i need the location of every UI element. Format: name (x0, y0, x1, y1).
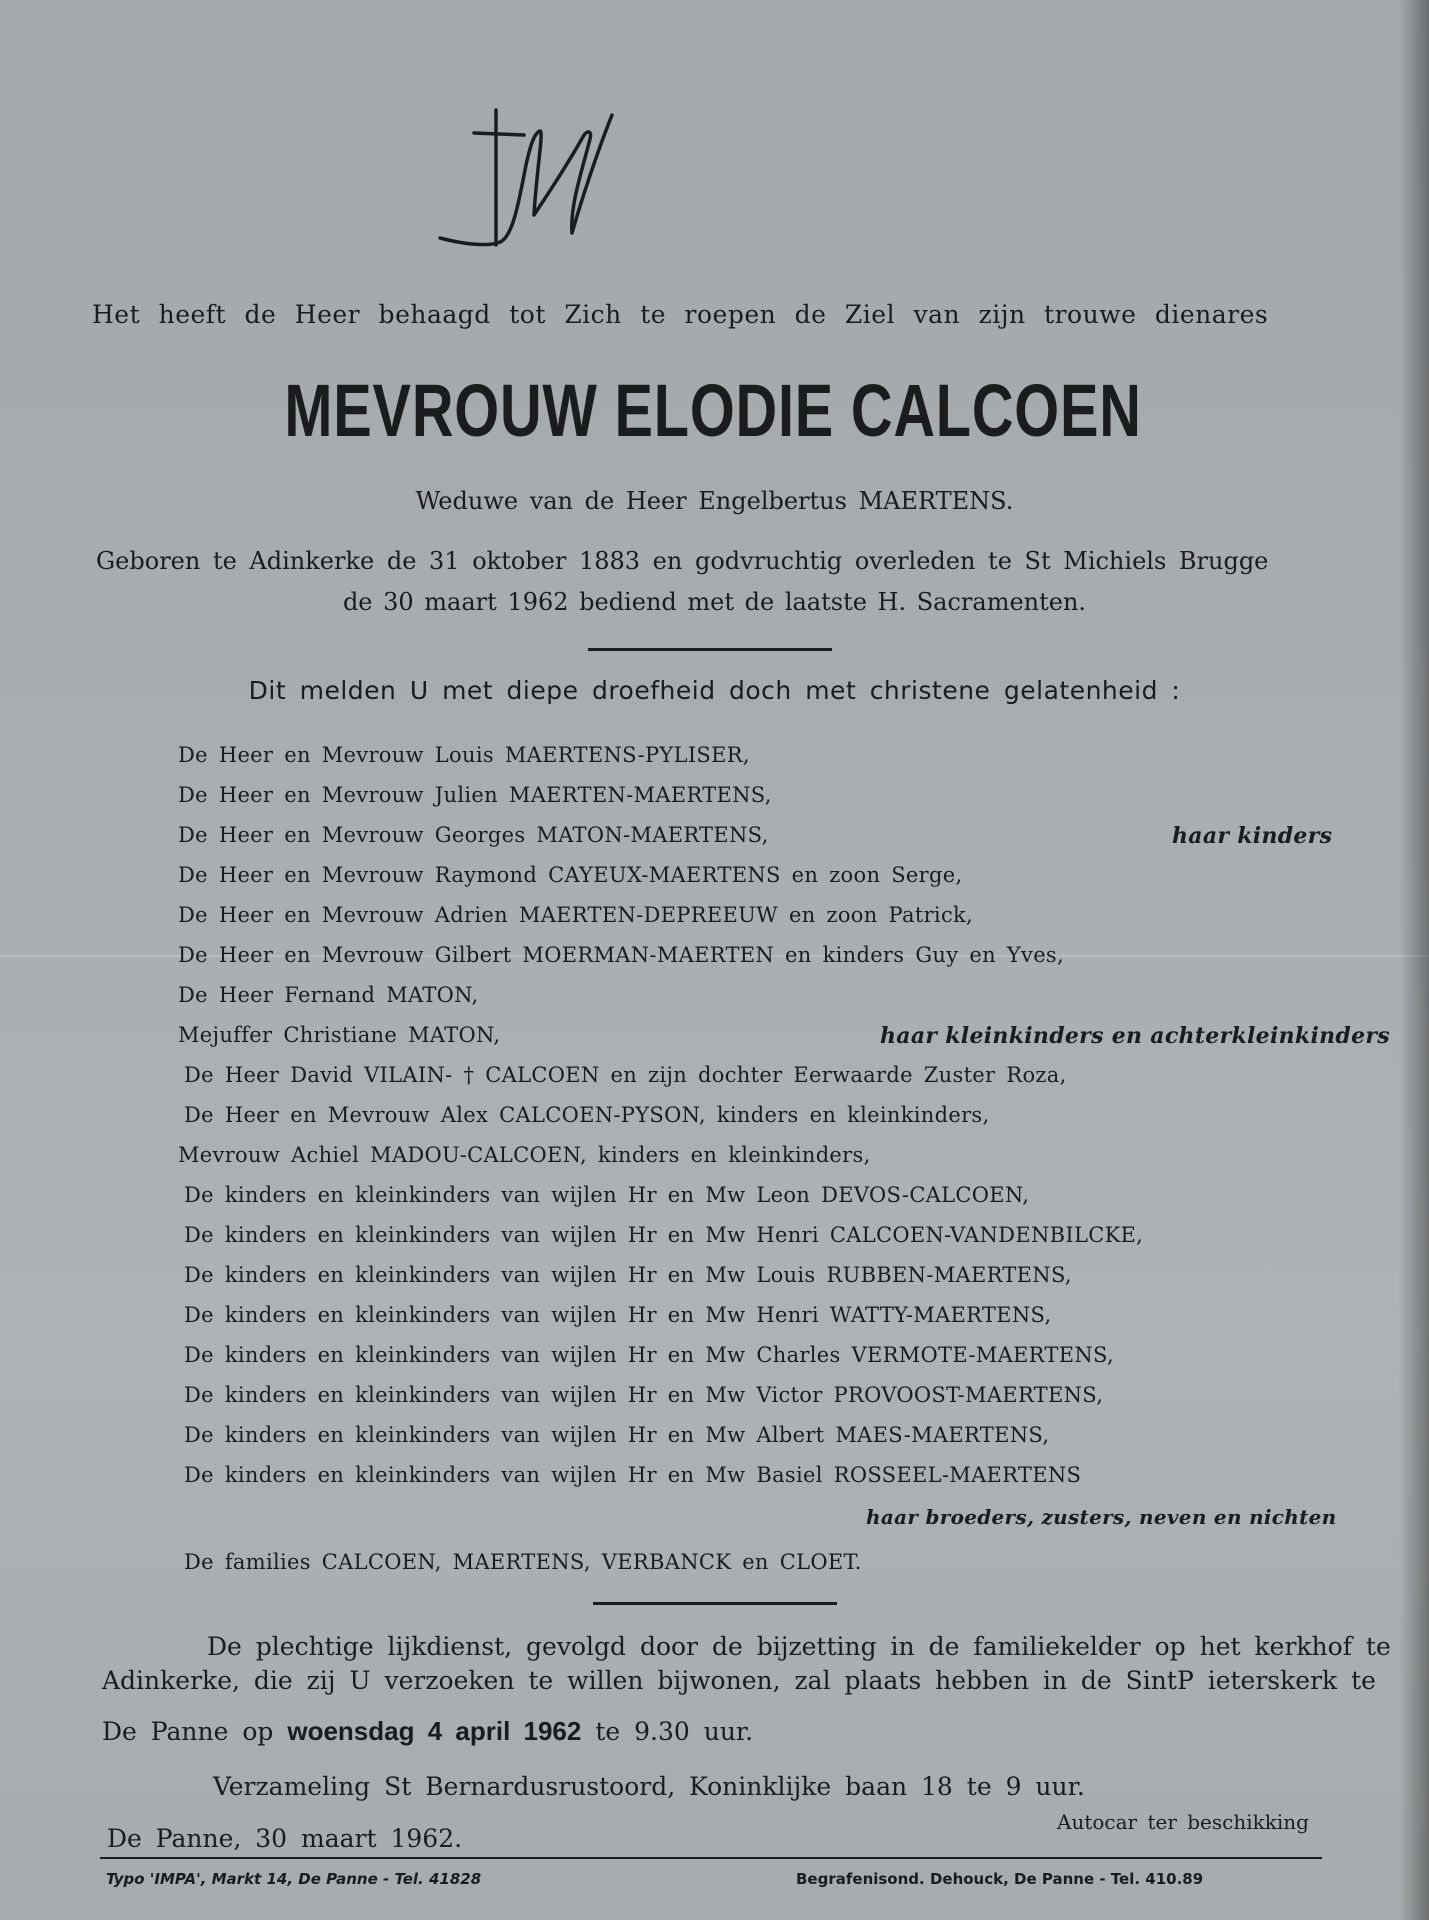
family-line: De Heer Fernand MATON, (178, 983, 479, 1007)
service-date: woensdag 4 april 1962 (287, 1716, 582, 1746)
service-line-3 (102, 1716, 753, 1747)
family-line: Mejuffer Christiane MATON, (178, 1023, 501, 1047)
family-line: De kinders en kleinkinders van wijlen Hr en Mw Victor PROVOOST-MAERTENS, (184, 1383, 1104, 1407)
family-line: De Heer en Mevrouw Julien MAERTEN-MAERTENS, (178, 783, 772, 807)
family-line: De kinders en kleinkinders van wijlen Hr en Mw Charles VERMOTE-MAERTENS, (184, 1343, 1114, 1367)
intro-text: Het heeft de Heer behaagd tot Zich te roepen de Ziel van zijn trouwe dienares (92, 300, 1269, 329)
gathering-line: Verzameling St Bernardusrustoord, Koninklijke baan 18 te 9 uur. (213, 1772, 1085, 1801)
family-line: De Heer en Mevrouw Alex CALCOEN-PYSON, kinders en kleinkinders, (184, 1103, 990, 1127)
birth-death-line-2: de 30 maart 1962 bediend met de laatste H. Sacramenten. (342, 588, 1087, 616)
family-line: De families CALCOEN, MAERTENS, VERBANCK en CLOET. (184, 1550, 862, 1574)
place-date: De Panne, 30 maart 1962. (107, 1824, 463, 1853)
widow-line: Weduwe van de Heer Engelbertus MAERTENS. (415, 487, 1014, 515)
divider-bottom (593, 1602, 837, 1605)
family-line: De Heer en Mevrouw Raymond CAYEUX-MAERTENS en zoon Serge, (178, 863, 963, 887)
family-line: De kinders en kleinkinders van wijlen Hr en Mw Henri CALCOEN-VANDENBILCKE, (184, 1223, 1144, 1247)
family-line: De Heer David VILAIN- † CALCOEN en zijn dochter Eerwaarde Zuster Roza, (184, 1063, 1067, 1087)
family-line: De kinders en kleinkinders van wijlen Hr en Mw Henri WATTY-MAERTENS, (184, 1303, 1052, 1327)
family-line: De Heer en Mevrouw Louis MAERTENS-PYLISER, (178, 743, 750, 767)
undertaker-credit: Begrafenisond. Dehouck, De Panne - Tel. 410.89 (796, 1870, 1204, 1888)
family-line: Mevrouw Achiel MADOU-CALCOEN, kinders en kleinkinders, (178, 1143, 871, 1167)
service-line-3-pre: De Panne op (102, 1717, 274, 1746)
label-grandchildren: haar kleinkinders en achterkleinkinders (880, 1023, 1390, 1049)
family-line: De kinders en kleinkinders van wijlen Hr en Mw Louis RUBBEN-MAERTENS, (184, 1263, 1072, 1287)
deceased-name: MEVROUW ELODIE CALCOEN (284, 369, 1142, 452)
edge-shadow (1399, 0, 1429, 1920)
cross-monogram-icon (436, 105, 636, 260)
birth-death-line-1: Geboren te Adinkerke de 31 oktober 1883 en godvruchtig overleden te St Michiels Brugge (96, 547, 1269, 575)
printer-credit: Typo 'IMPA', Markt 14, De Panne - Tel. 41828 (106, 1870, 482, 1888)
family-line: De Heer en Mevrouw Georges MATON-MAERTENS, (178, 823, 769, 847)
autocar-note: Autocar ter beschikking (1057, 1810, 1309, 1834)
cross-horizontal (474, 133, 524, 135)
label-children: haar kinders (1172, 823, 1333, 849)
footer-rule (100, 1857, 1322, 1859)
label-siblings: haar broeders, zusters, neven en nichten (866, 1505, 1337, 1529)
service-line-2: Adinkerke, die zij U verzoeken te willen bijwonen, zal plaats hebben in de SintP ieterskerk te (102, 1666, 1376, 1695)
family-line: De kinders en kleinkinders van wijlen Hr en Mw Albert MAES-MAERTENS, (184, 1423, 1050, 1447)
announcement-line: Dit melden U met diepe droefheid doch met christene gelatenheid : (248, 676, 1181, 705)
divider-top (588, 648, 832, 651)
monogram-m (440, 115, 612, 245)
family-line: De Heer en Mevrouw Gilbert MOERMAN-MAERTEN en kinders Guy en Yves, (178, 943, 1064, 967)
service-time: te 9.30 uur. (595, 1717, 754, 1746)
family-line: De kinders en kleinkinders van wijlen Hr en Mw Basiel ROSSEEL-MAERTENS (184, 1463, 1082, 1487)
service-line-1: De plechtige lijkdienst, gevolgd door de bijzetting in de familiekelder op het kerkhof te (207, 1632, 1391, 1661)
family-line: De Heer en Mevrouw Adrien MAERTEN-DEPREEUW en zoon Patrick, (178, 903, 974, 927)
family-line: De kinders en kleinkinders van wijlen Hr en Mw Leon DEVOS-CALCOEN, (184, 1183, 1030, 1207)
